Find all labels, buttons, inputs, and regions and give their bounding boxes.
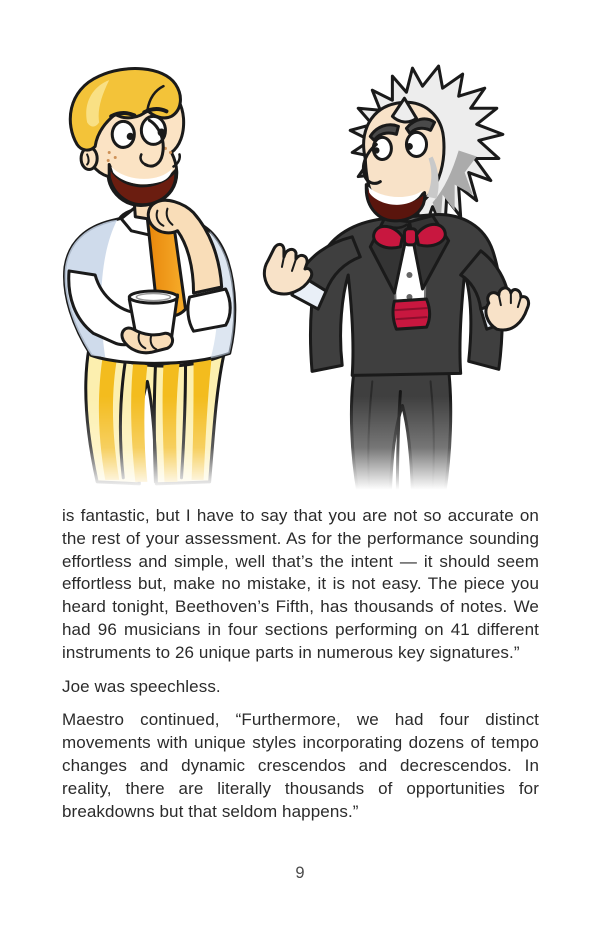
paragraph-3: Maestro continued, “Furthermore, we had four distinct movements with unique styles incorporating dozens of tempo changes and dynamic crescendos and decrescendos. In reality, there are literally thousands of opportunities for breakdowns but that seldom happens.” xyxy=(62,710,539,821)
body-text xyxy=(62,505,539,823)
joe-maestro-illustration xyxy=(59,60,541,507)
paragraph-2: Joe was speechless. xyxy=(62,676,221,696)
maestro-cummerbund xyxy=(393,299,429,329)
page-number: 9 xyxy=(295,864,305,882)
maestro-pants xyxy=(351,369,450,494)
maestro-character xyxy=(264,66,528,494)
paragraph-1: is fantastic, but I have to say that you are not so accurate on the rest of your assessment. As for the performance sounding effortless and simple, well that’s the intent — it should seem effortless but, make no mistake, it is not easy. The piece you heard tonight, Beethoven’s Fifth, has thousands of notes. We had 96 musicians in four sections performing on 41 different instruments to 26 unique parts in numerous key signatures.” xyxy=(62,506,539,662)
maestro-left-hand xyxy=(264,244,311,294)
joe-striped-pants xyxy=(86,347,224,484)
joe-character xyxy=(65,69,235,484)
maestro-bow-tie xyxy=(374,224,446,248)
maestro-right-hand xyxy=(486,288,529,330)
